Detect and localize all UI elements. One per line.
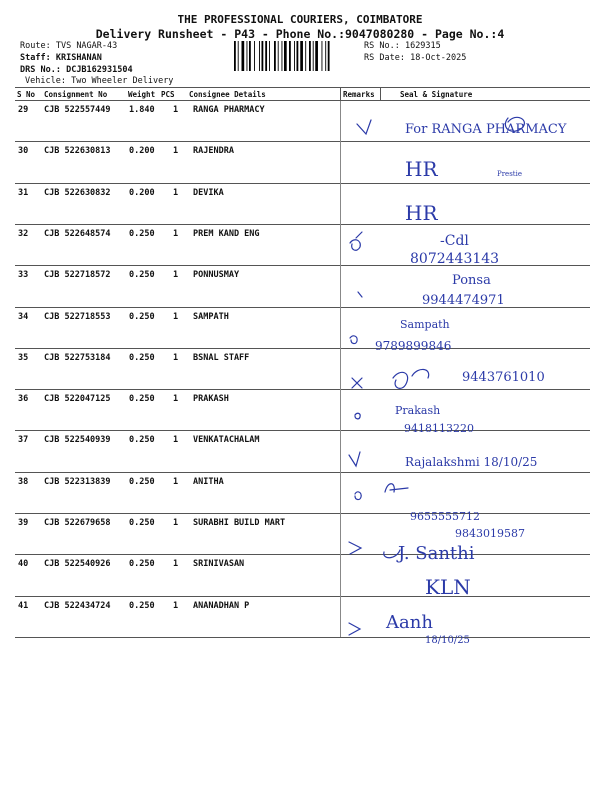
hw-phone-38: 9655555712: [410, 510, 480, 523]
row-separator: [15, 554, 590, 555]
remark-mark-36: [355, 413, 360, 419]
barcode-bar: [242, 41, 245, 71]
row-sno: 37: [18, 435, 29, 446]
col-consignment: Consignment No: [44, 90, 108, 99]
hw-sign-36: Prakash: [395, 404, 441, 417]
barcode-bar: [247, 41, 248, 71]
hw-sign-37: Rajalakshmi 18/10/25: [405, 455, 538, 469]
row-weight: 0.250: [129, 270, 155, 281]
barcode-bar: [284, 41, 287, 71]
row-pcs: 1: [173, 518, 179, 528]
remark-mark-37: [349, 452, 360, 466]
row-consignment-no: CJB 522753184: [44, 352, 111, 363]
col-sno: S No: [17, 90, 36, 99]
row-consignment-no: CJB 522718572: [44, 270, 111, 281]
row-consignee: ANITHA: [193, 476, 224, 487]
remark-mark-39: [349, 542, 361, 554]
barcode-bar: [309, 41, 311, 71]
company-title: THE PROFESSIONAL COURIERS, COIMBATORE: [177, 13, 423, 26]
row-consignee: PRAKASH: [193, 394, 229, 405]
staff-value: KRISHANAN: [55, 53, 102, 63]
row-consignment-no: CJB 522630813: [44, 146, 111, 157]
barcode-bar: [315, 41, 318, 71]
row-consignment-no: CJB 522679658: [44, 518, 111, 528]
row-pcs: 1: [173, 352, 179, 363]
row-weight: 0.250: [129, 394, 155, 405]
row-consignee: SURABHI BUILD MART: [193, 518, 286, 528]
row-consignment-no: CJB 522047125: [44, 394, 111, 405]
remark-tick-29: [357, 120, 371, 134]
vehicle-line: [25, 76, 173, 86]
barcode-bar: [238, 41, 239, 71]
remark-mark-33: [358, 292, 362, 297]
barcode-bar: [259, 41, 260, 71]
row-consignee: VENKATACHALAM: [193, 435, 260, 446]
hw-phone-32: 8072443143: [410, 251, 500, 267]
row-weight: 0.250: [129, 352, 155, 363]
hw-sign-29: For RANGA PHARMACY: [405, 122, 567, 137]
row-consignment-no: CJB 522718553: [44, 311, 111, 322]
signature-divider: [380, 87, 381, 100]
row-consignee: ANANADHAN P: [193, 600, 250, 611]
row-consignment-no: CJB 522630832: [44, 187, 111, 198]
row-weight: 0.250: [129, 518, 155, 528]
row-separator: [15, 265, 590, 266]
rs-date-value: 18-Oct-2025: [410, 53, 467, 63]
barcode-bar: [269, 41, 270, 71]
hw-sign-30: HR: [405, 157, 438, 181]
row-sno: 36: [18, 394, 29, 405]
remark-mark-34: [350, 336, 357, 344]
remark-mark-32: [350, 232, 362, 250]
remark-mark-38: [355, 492, 361, 500]
staff-label: Staff:: [20, 53, 51, 63]
row-consignee: SAMPATH: [193, 311, 229, 322]
row-sno: 39: [18, 518, 29, 528]
row-pcs: 1: [173, 600, 179, 611]
row-consignee: BSNAL STAFF: [193, 352, 250, 363]
vehicle-value: Two Wheeler Delivery: [71, 76, 174, 86]
row-pcs: 1: [173, 435, 179, 446]
hw-sign-40: KLN: [425, 575, 471, 599]
row-weight: 0.250: [129, 600, 155, 611]
row-pcs: 1: [173, 146, 179, 157]
col-remarks: Remarks: [343, 90, 375, 99]
row-separator: [15, 224, 590, 225]
row-sno: 29: [18, 105, 29, 115]
barcode-bar: [254, 41, 255, 71]
hw-sign-32: -Cdl: [440, 233, 469, 249]
barcode-bar: [328, 41, 330, 71]
row-consignment-no: CJB 522313839: [44, 476, 111, 487]
row-consignee: PONNUSMAY: [193, 270, 240, 281]
table-header-rule: [15, 100, 590, 101]
row-consignee: SRINIVASAN: [193, 559, 245, 570]
hw-sign-39: J. Santhi: [398, 543, 475, 564]
row-sno: 34: [18, 311, 29, 322]
barcode-image: [233, 41, 360, 71]
row-consignment-no: CJB 522540926: [44, 559, 111, 570]
row-pcs: 1: [173, 270, 179, 281]
row-consignment-no: CJB 522648574: [44, 228, 111, 239]
row-pcs: 1: [173, 105, 179, 115]
row-consignment-no: CJB 522540939: [44, 435, 111, 446]
hw-phone-36: 9418113220: [404, 422, 474, 435]
hw-phone-33: 9944474971: [422, 293, 505, 308]
barcode-bar: [322, 41, 323, 71]
runsheet-subtitle: Delivery Runsheet - P43 - Phone No.:9047080280 - Page No.:4: [95, 27, 505, 41]
barcode-bar: [289, 41, 291, 71]
barcode-bar: [265, 41, 267, 71]
row-pcs: 1: [173, 394, 179, 405]
route-label: Route:: [20, 41, 51, 51]
row-separator: [15, 513, 590, 514]
barcode-bar: [325, 41, 326, 71]
row-weight: 0.200: [129, 187, 155, 198]
row-sno: 30: [18, 146, 29, 157]
row-weight: 0.200: [129, 146, 155, 157]
row-sno: 33: [18, 270, 29, 281]
drs-value: DCJB162931504: [66, 65, 133, 75]
row-sno: 31: [18, 187, 29, 198]
rs-no-value: 1629315: [404, 41, 441, 51]
rs-no-label: RS No.:: [364, 41, 400, 51]
signature-swirl-29: [505, 117, 524, 131]
col-pcs: PCS: [161, 90, 175, 99]
row-sno: 41: [18, 600, 29, 611]
row-weight: 0.250: [129, 435, 155, 446]
col-weight: Weight: [128, 90, 156, 99]
hw-sign-31: HR: [405, 201, 438, 225]
row-pcs: 1: [173, 228, 179, 239]
table-top-rule: [15, 87, 590, 88]
row-separator: [15, 307, 590, 308]
drs-label: DRS No.:: [20, 65, 61, 75]
barcode-bar: [278, 41, 279, 71]
row-consignee: DEVIKA: [193, 187, 224, 198]
row-pcs: 1: [173, 559, 179, 570]
barcode-bar: [282, 41, 283, 71]
route-line: [20, 41, 117, 51]
row-consignee: RANGA PHARMACY: [193, 105, 265, 115]
row-pcs: 1: [173, 476, 179, 487]
row-separator: [15, 637, 590, 638]
remarks-divider: [340, 87, 341, 100]
hw-phone-39: 9843019587: [455, 527, 525, 540]
barcode-bar: [262, 41, 264, 71]
row-separator: [15, 348, 590, 349]
row-pcs: 1: [173, 311, 179, 322]
col-signature: Seal & Signature: [400, 90, 473, 99]
row-weight: 0.250: [129, 476, 155, 487]
row-consignment-no: CJB 522557449: [44, 105, 111, 115]
barcode-bar: [249, 41, 251, 71]
rs-date-line: [364, 53, 466, 63]
signature-swirl-35: [393, 369, 429, 388]
signature-mark-38: [385, 484, 408, 492]
barcode-bar: [294, 41, 295, 71]
row-sno: 35: [18, 352, 29, 363]
row-weight: 0.250: [129, 228, 155, 239]
hw-date-41: 18/10/25: [425, 635, 470, 646]
row-separator: [15, 596, 590, 597]
row-weight: 0.250: [129, 311, 155, 322]
row-consignee: PREM KAND ENG: [193, 228, 260, 239]
route-value: TVS NAGAR-43: [55, 41, 118, 51]
row-sno: 32: [18, 228, 29, 239]
barcode-bar: [274, 41, 276, 71]
row-weight: 0.250: [129, 559, 155, 570]
remarks-column-divider: [340, 101, 341, 637]
hw-sign-41: Aanh: [386, 612, 433, 633]
hw-phone-35: 9443761010: [462, 370, 545, 385]
barcode-bar: [234, 41, 236, 71]
remark-mark-41: [349, 623, 360, 635]
row-pcs: 1: [173, 187, 179, 198]
row-consignee: RAJENDRA: [193, 146, 234, 157]
hw-note-30: Prestie: [497, 170, 522, 178]
hw-phone-34: 9789899846: [375, 339, 452, 353]
row-weight: 1.840: [129, 105, 155, 115]
barcode-bar: [297, 41, 299, 71]
rs-date-label: RS Date:: [364, 53, 405, 63]
hw-sign-34: Sampath: [400, 318, 450, 331]
row-separator: [15, 472, 590, 473]
drs-line: [20, 65, 133, 75]
remark-mark-35: [352, 378, 362, 388]
vehicle-label: Vehicle:: [25, 76, 66, 86]
row-sno: 40: [18, 559, 29, 570]
barcode-bar: [305, 41, 306, 71]
col-consignee: Consignee Details: [189, 90, 266, 99]
barcode-bar: [313, 41, 314, 71]
row-consignment-no: CJB 522434724: [44, 600, 111, 611]
row-separator: [15, 183, 590, 184]
row-separator: [15, 389, 590, 390]
rs-no-line: [364, 41, 441, 51]
hw-sign-33: Ponsa: [452, 273, 491, 288]
staff-line: [20, 53, 102, 63]
barcode-bar: [300, 41, 303, 71]
row-separator: [15, 430, 590, 431]
row-sno: 38: [18, 476, 29, 487]
row-separator: [15, 141, 590, 142]
